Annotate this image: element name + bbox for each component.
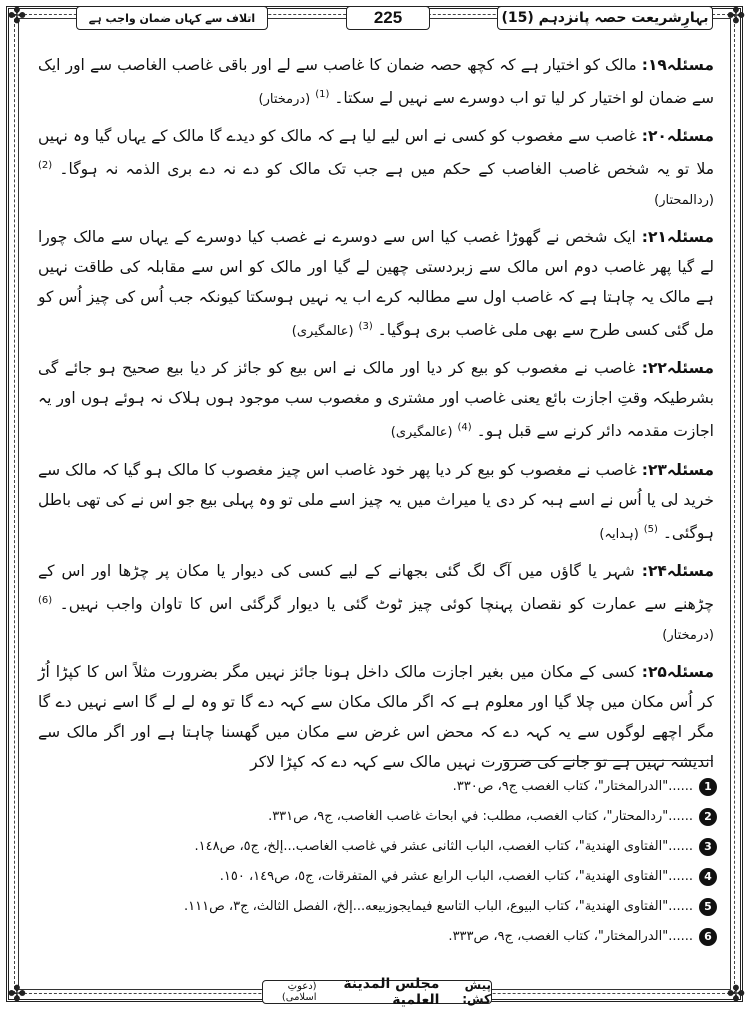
footnote-number: 6 xyxy=(699,928,717,946)
masala-text: ایک شخص نے گھوڑا غصب کیا اس سے دوسرے نے غصب کیا دوسرے کے یہاں سے مالک چورا لے گیا پھر غاصب دوم اس مالک سے زبردستی چھین لے گیا اور مالک کو اس سے مقابلہ کی طاقت نہیں ہے مالک یہ چاہتا ہے کہ غاصب اول سے مطالبہ کرے اب یہ نہیں ہوسکتا کیونکہ جب اُس کی چیز اُس کو مل گئی کسی طرح سے بھی ملی غاصب بری ہوگیا۔ xyxy=(38,228,714,340)
footnote-number: 5 xyxy=(699,898,717,916)
masala-text: غاصب نے مغصوب کو بیع کر دیا پھر خود غاصب اس چیز مغصوب کا مالک ہو گیا کہ مالک سے خرید لی یا اُس نے اسے ہبہ کر دی یا میراث میں یہ چیز اسے ملی تو وہ پہلی بیع جو اس نے کی تھی باطل ہوگئی۔ xyxy=(38,460,714,542)
footnote-marker[interactable]: (3) xyxy=(358,321,373,333)
masala-paragraph xyxy=(38,455,714,550)
footnotes xyxy=(37,772,717,952)
footnote-marker[interactable]: (4) xyxy=(457,422,472,434)
footnote-text: ......"الفتاوى الهندية"، كتاب الغصب، الباب الرابع عشر في المتفرقات، ج٥، ص١٤٩، ١٥٠. xyxy=(219,869,693,884)
ornament-icon: ✤ xyxy=(7,4,27,29)
footnote-number: 4 xyxy=(699,868,717,886)
source-reference: (ردالمحتار) xyxy=(654,193,714,209)
book-title: بہارِشریعت حصہ پانزدہم (15) xyxy=(497,6,713,30)
ornament-icon: ✤ xyxy=(726,982,746,1007)
masala-paragraph xyxy=(38,121,714,216)
masala-label: مسئلہ۲۰: xyxy=(641,127,714,146)
masala-label: مسئلہ۲۱: xyxy=(641,228,714,247)
footnote-number: 3 xyxy=(699,838,717,856)
masala-paragraph xyxy=(38,222,714,347)
masala-paragraph xyxy=(38,657,714,777)
masala-label: مسئلہ۲۵: xyxy=(641,662,714,681)
masala-text: غاصب سے مغصوب کو کسی نے اس لیے لیا ہے کہ مالک کو دیدے گا مالک کے یہاں گیا وہ نہیں ملا تو یہ شخص غاصب الغاصب کے حکم میں ہے جب تک مالک کو دے نہ دے بری الذمہ نہ ہوگا۔ xyxy=(38,127,714,179)
main-text xyxy=(38,50,714,783)
footnote-item xyxy=(37,862,717,892)
masala-label: مسئلہ۲۴: xyxy=(641,561,714,580)
footnote-text: ......"ردالمحتار"، كتاب الغصب، مطلب: في ابحاث غاصب الغاصب، ج٩، ص٣٣١. xyxy=(268,809,693,824)
source-reference: (عالمگیری) xyxy=(390,425,453,441)
masala-text: شہر یا گاؤں میں آگ لگ گئی بجھانے کے لیے کسی کی دیوار یا مکان پر چڑھا اور اس کے چڑھنے سے عمارت کو نقصان پہنچا کوئی چیز ٹوٹ گئی یا دیوار گرگئی اس کا تاوان واجب نہیں۔ xyxy=(38,561,714,613)
masala-paragraph xyxy=(38,556,714,651)
footnote-item xyxy=(37,772,717,802)
footnote-marker[interactable]: (1) xyxy=(315,89,330,100)
footnote-text: ......"الدرالمختار"، كتاب الغصب، ج٩، ص٣٣٣. xyxy=(448,929,693,944)
footnote-marker[interactable]: (2) xyxy=(38,160,53,172)
page-number: 225 xyxy=(346,6,430,30)
footnote-number: 1 xyxy=(699,778,717,796)
masala-paragraph xyxy=(38,50,714,115)
footnote-separator xyxy=(503,760,713,761)
source-reference: (درمختار) xyxy=(662,627,714,643)
masala-paragraph xyxy=(38,353,714,448)
masala-label: مسئلہ۱۹: xyxy=(641,56,714,74)
source-reference: (ہدایہ) xyxy=(599,526,639,542)
footnote-text: ......"الفتاوى الهندية"، كتاب البيوع، الباب التاسع فيمايجوزبيعه...إلخ، الفصل الثالث، ج٣، ص١١١. xyxy=(183,899,693,914)
masala-text: مالک کو اختیار ہے کہ کچھ حصہ ضمان کا غاصب سے لے اور باقی غاصب الغاصب سے اور ایک سے ضمان لو اختیار کر لیا تو اب دوسرے سے نہیں لے سکتا۔ xyxy=(38,56,714,108)
source-reference: (درمختار) xyxy=(258,92,311,108)
footnote-item xyxy=(37,832,717,862)
publisher-name: مجلس المدینة العلمیة xyxy=(343,976,440,1008)
masala-label: مسئلہ۲۳: xyxy=(641,460,714,479)
footnote-item xyxy=(37,802,717,832)
page-header xyxy=(40,6,713,32)
footnote-text: ......"الدرالمختار"، كتاب الغصب ج٩، ص٣٣٠. xyxy=(452,779,693,794)
masala-label: مسئلہ۲۲: xyxy=(641,359,714,378)
ornament-icon: ✤ xyxy=(7,982,27,1007)
source-reference: (عالمگیری) xyxy=(291,324,354,340)
footnote-marker[interactable]: (6) xyxy=(38,594,53,606)
footnote-number: 2 xyxy=(699,808,717,826)
masala-text: غاصب نے مغصوب کو بیع کر دیا اور مالک نے اس بیع کو جائز کر دیا بیع صحیح ہو جائے گی بشرطیکہ وقتِ اجازت بائع یعنی غاصب اور مشتری و مغصوب سب موجود ہوں ہلاک نہ ہوئے ہوں اور یہ اجازت مقدمہ دائر کرنے سے قبل ہو۔ xyxy=(38,359,714,441)
footnote-item xyxy=(37,892,717,922)
chapter-title: اتلاف سے کہاں ضمان واجب ہے xyxy=(76,6,268,30)
page-footer xyxy=(262,976,492,1008)
masala-text: کسی کے مکان میں بغیر اجازت مالک داخل ہونا جائز نہیں مگر بضرورت مثلاً اس کا کپڑا اُڑ کر اُس مکان میں چلا گیا اور معلوم ہے کہ اگر مالک مکان سے کہہ دے گا تو وہ لے لے گا اسے نہیں دے گا مگر اچھے لوگوں سے یہ کہہ دے کہ محض اس غرض سے مکان میں گھسنا چاہتا ہے اور اگر مالک سے اندیشہ نہیں ہے تو جانے کی ضرورت نہیں مالک سے کہہ دے کہ کپڑا لاکر xyxy=(38,662,714,771)
footnote-item xyxy=(37,922,717,952)
publisher-suffix: (دعوتِ اسلامی) xyxy=(281,981,317,1003)
ornament-icon: ✤ xyxy=(726,4,746,29)
footnote-text: ......"الفتاوى الهندية"، كتاب الغصب، الباب الثانى عشر في غاصب الغاصب...إلخ، ج٥، ص١٤٨. xyxy=(194,839,693,854)
footnote-marker[interactable]: (5) xyxy=(643,523,658,535)
footer-prefix: پیش کش: xyxy=(462,978,491,1006)
